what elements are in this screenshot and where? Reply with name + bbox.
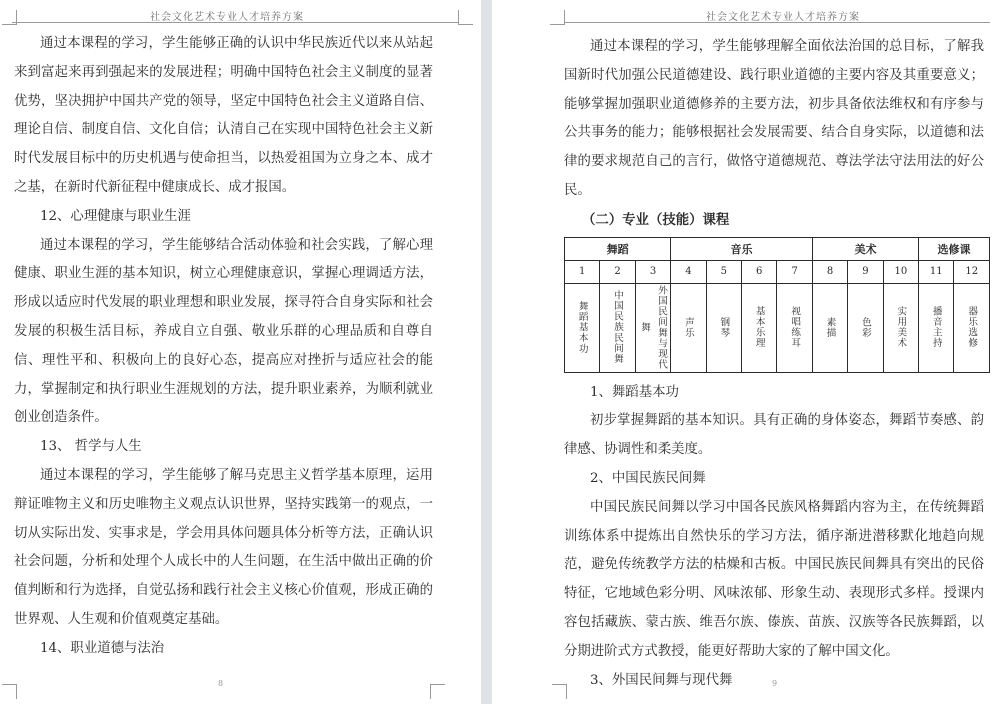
- paragraph: 通过本课程的学习，学生能够了解马克思主义哲学基本原理，运用辩证唯物主义和历史唯物主义观点认识世界，坚持实践第一的观点，一切从实际出发、实事求是，学会用具体问题具体分析等方法，正确认识社会问题，分析和处理个人成长中的人生问题，在生活中做出正确的价值判断和行为选择，自觉弘扬和践行社会主义核心价值观，形成正确的世界观、人生观和价值观奠定基础。: [14, 467, 433, 627]
- left-page: [0, 0, 481, 704]
- course-heading: 12、心理健康与职业生涯: [40, 208, 191, 224]
- left-body: [14, 30, 433, 664]
- crop-mark: [550, 10, 565, 25]
- right-page: [492, 0, 999, 704]
- group-music: 音乐: [671, 237, 813, 260]
- table-cell: 12: [954, 260, 990, 283]
- course-heading: 13、 哲学与人生: [40, 439, 142, 455]
- table-cell: 7: [777, 260, 812, 283]
- page-header-title: 社会文化艺术专业人才培养方案: [150, 12, 304, 23]
- course-name: 色彩: [859, 316, 871, 339]
- table-cell: 2: [600, 260, 635, 283]
- course-name: 钢琴: [718, 316, 730, 339]
- paragraph: 通过本课程的学习，学生能够结合活动体验和社会实践，了解心理健康、职业生涯的基本知识，树立心理健康意识，掌握心理调适方法，形成以适应时代发展的职业理想和职业发展，探寻符合自身实际和社会发展的积极生活目标，养成自立自强、敬业乐群的心理品质和自尊自信、理性平和、积极向上的良好心态，提高应对挫折与适应社会的能力，掌握制定和执行职业生涯规划的方法，提升职业素养，为顺利就业创业创造条件。: [14, 237, 433, 426]
- header-rule: [12, 22, 458, 23]
- course-heading: 3、外国民间舞与现代舞: [590, 672, 733, 688]
- table-cell: 11: [919, 260, 954, 283]
- table-number-row: [565, 260, 990, 283]
- crop-mark: [2, 684, 17, 699]
- table-cell: [565, 283, 600, 372]
- header-rule: [564, 22, 990, 23]
- course-name: 器乐选修: [966, 306, 978, 349]
- page-number: 8: [218, 679, 224, 688]
- group-dance: 舞蹈: [565, 237, 671, 260]
- table-cell: [883, 283, 918, 372]
- table-cell: [600, 283, 635, 372]
- table-cell: [848, 283, 883, 372]
- table-cell: 10: [883, 260, 918, 283]
- course-name: 基本乐理: [753, 306, 765, 349]
- page-number: 9: [772, 679, 778, 688]
- table-cell: [635, 283, 670, 372]
- paragraph: 初步掌握舞蹈的基本知识。具有正确的身体姿态，舞蹈节奏感、韵律感、协调性和柔美度。: [564, 413, 984, 458]
- course-name: 外国民间舞与现代舞: [639, 285, 668, 370]
- course-name: 视唱练耳: [789, 306, 801, 349]
- course-heading: 1、舞蹈基本功: [590, 384, 679, 400]
- table-cell: [777, 283, 812, 372]
- section-title: （二）专业（技能）课程: [582, 211, 730, 228]
- course-name: 实用美术: [895, 306, 907, 349]
- paragraph: 中国民族民间舞以学习中国各民族风格舞蹈内容为主，在传统舞蹈训练体系中提炼出自然快乐的学习方法，循序渐进潜移默化地趋向规范，避免传统教学方法的枯燥和古板。中国民族民间舞具有突出的民俗特征，它地域色彩分明、风味浓郁、形象生动、表现形式多样。授课内容包括藏族、蒙古族、维吾尔族、傣族、苗族、汉族等各民族舞蹈，以分期进阶式方式教授，能更好帮助大家的了解中国文化。: [564, 499, 984, 659]
- table-cell: 6: [742, 260, 777, 283]
- table-cell: [742, 283, 777, 372]
- table-group-row: [565, 237, 990, 260]
- page-gap: [481, 0, 492, 704]
- table-course-row: [565, 283, 990, 372]
- course-name: 素描: [824, 316, 836, 339]
- course-name: 舞蹈基本功: [576, 301, 588, 355]
- table-cell: 4: [671, 260, 706, 283]
- group-art: 美术: [812, 237, 918, 260]
- course-name: 播音主持: [930, 306, 942, 349]
- table-cell: [954, 283, 990, 372]
- table-cell: 5: [706, 260, 741, 283]
- table-cell: [706, 283, 741, 372]
- table-cell: [812, 283, 847, 372]
- page-header-title: 社会文化艺术专业人才培养方案: [706, 12, 860, 23]
- crop-mark: [458, 10, 473, 25]
- table-cell: 9: [848, 260, 883, 283]
- table-cell: 3: [635, 260, 670, 283]
- right-body: [564, 33, 984, 695]
- course-heading: 14、职业道德与法治: [40, 640, 165, 656]
- crop-mark: [430, 684, 445, 699]
- table-cell: 1: [565, 260, 600, 283]
- paragraph: 通过本课程的学习，学生能够正确的认识中华民族近代以来从站起来到富起来再到强起来的发展进程；明确中国特色社会主义制度的显著优势，坚决拥护中国共产党的领导，坚定中国特色社会主义道路自信、理论自信、制度自信、文化自信；认清自己在实现中国特色社会主义新时代发展目标中的历史机遇与使命担当，以热爱祖国为立身之本、成才之基，在新时代新征程中健康成长、成才报国。: [14, 36, 433, 195]
- table-cell: [919, 283, 954, 372]
- course-name: 中国民族民间舞: [612, 290, 624, 365]
- table-cell: 8: [812, 260, 847, 283]
- table-cell: [671, 283, 706, 372]
- course-table: [564, 237, 990, 373]
- paragraph: 通过本课程的学习，学生能够理解全面依法治国的总目标，了解我国新时代加强公民道德建设、践行职业道德的主要内容及其重要意义；能够掌握加强职业道德修养的主要方法，初步具备依法维权和有序参与公共事务的能力；能够根据社会发展需要、结合自身实际，以道德和法律的要求规范自己的言行，做恪守道德规范、尊法学法守法用法的好公民。: [564, 39, 984, 198]
- course-name: 声乐: [682, 316, 694, 339]
- crop-mark: [2, 10, 17, 25]
- group-elective: 选修课: [919, 237, 990, 260]
- course-heading: 2、中国民族民间舞: [590, 470, 706, 486]
